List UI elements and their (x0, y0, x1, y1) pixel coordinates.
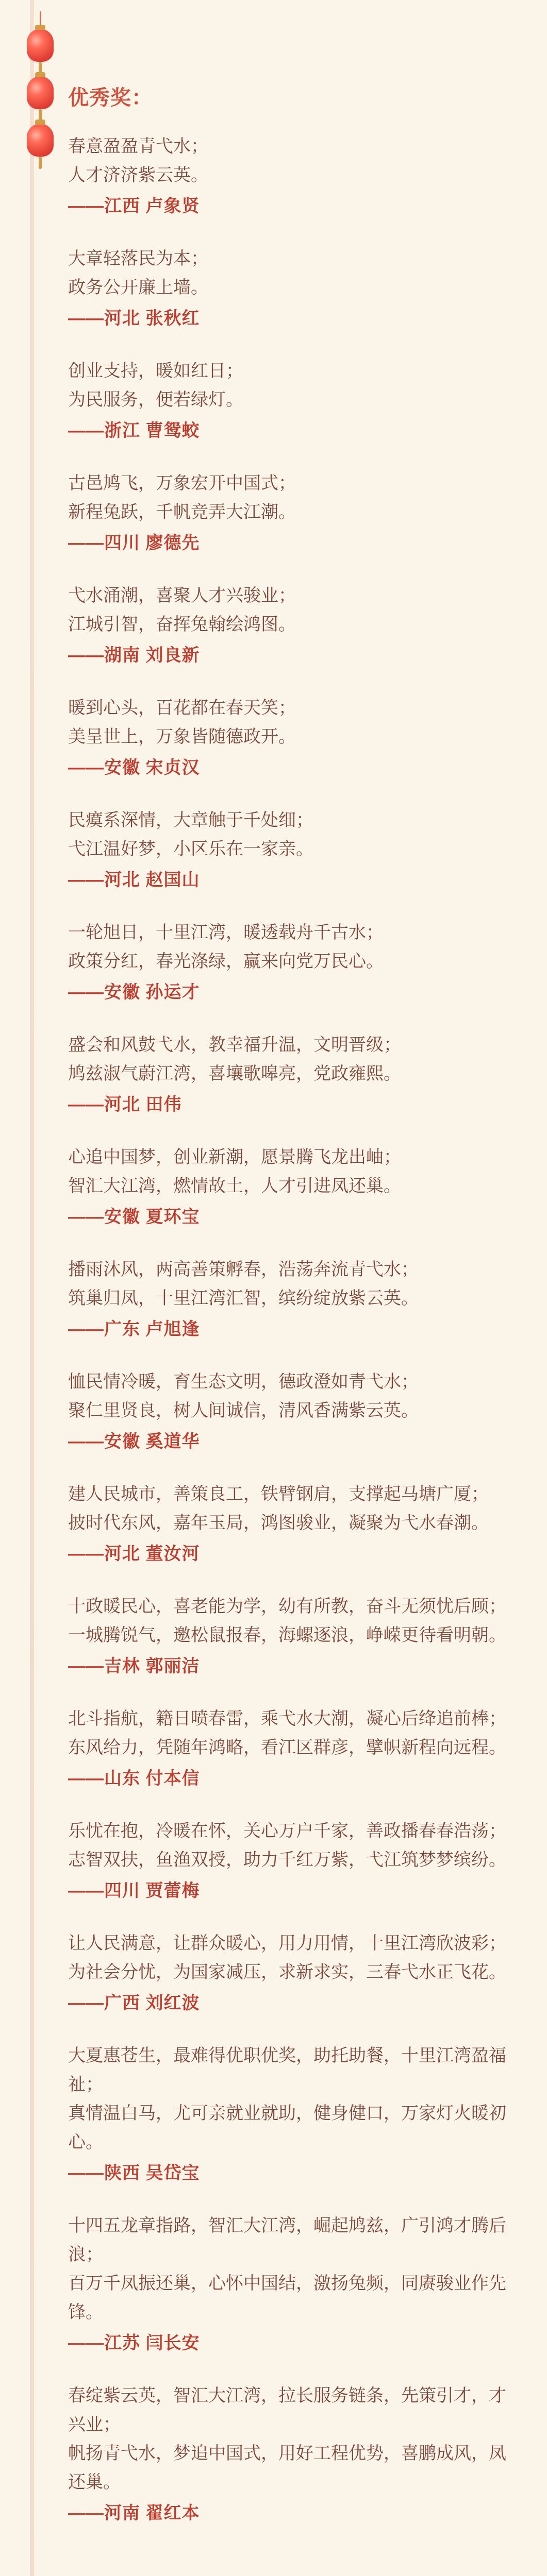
poem-author: ——安徽 奚道华 (68, 1432, 200, 1451)
poem-entry (68, 1480, 519, 1567)
poem-text: 北斗指航，籍日喷春雷，乘弋水大潮，凝心后绛追前棒； 东风给力，凭随年鸿略，看江区群彦，擘帜新程向远程。 (68, 1708, 506, 1758)
poem-author: ——安徽 宋贞汉 (68, 758, 200, 777)
poem-entry (68, 1704, 519, 1792)
poem-text: 让人民满意，让群众暖心，用力用情，十里江湾欣波彩； 为社会分忧，为国家减压，求新求实，三春弋水正飞花。 (68, 1933, 506, 1982)
poem-text: 十四五龙章指路，智汇大江湾，崛起鸠兹，广引鸿才腾后浪； 百万千凤振还巢，心怀中国结，激扬兔频，同赓骏业作先锋。 (68, 2215, 506, 2323)
poem-author: ——湖南 刘良新 (68, 646, 200, 665)
poem-entry (68, 2381, 519, 2527)
poem-author: ——河北 田伟 (68, 1095, 182, 1114)
poem-entry (68, 132, 519, 219)
poem-entry (68, 1817, 519, 1904)
poem-author: ——山东 付本信 (68, 1769, 200, 1788)
poem-entry (68, 2211, 519, 2357)
poem-text: 乐忧在抱，冷暖在怀，关心万户千家，善政播春春浩荡； 志智双扶，鱼渔双授，助力千红万紫，弋江筑梦梦缤纷。 (68, 1821, 506, 1870)
poem-entry (68, 693, 519, 781)
poem-text: 心追中国梦，创业新潮，愿景腾飞龙出岫； 智汇大江湾，燃情故土，人才引进凤还巢。 (68, 1147, 401, 1196)
poem-entry (68, 1592, 519, 1680)
poem-text: 建人民城市，善策良工，铁臂钢肩，支撑起马塘广厦； 披时代东风，嘉年玉局，鸿图骏业，凝聚为弋水春潮。 (68, 1484, 489, 1533)
poem-author: ——河北 赵国山 (68, 870, 200, 890)
lantern-decoration (9, 11, 71, 166)
poem-author: ——陕西 吴岱宝 (68, 2163, 200, 2183)
poem-author: ——江苏 闫长安 (68, 2333, 200, 2353)
poem-author: ——安徽 孙运才 (68, 982, 200, 1002)
poem-entry (68, 581, 519, 669)
poem-entry (68, 1255, 519, 1343)
poem-text: 大夏惠苍生，最难得优职优奖，助托助餐，十里江湾盈福祉； 真情温白马，尤可亲就业就助，健身健口，万家灯火暖初心。 (68, 2045, 506, 2153)
poem-text: 民瘼系深情，大章触于千处细； 弋江温好梦，小区乐在一家亲。 (68, 810, 313, 859)
poem-text: 播雨沐风，两高善策孵春，浩荡奔流青弋水； 筑巢归凤，十里江湾汇智，缤纷绽放紫云英。 (68, 1259, 419, 1309)
poem-text: 古邑鸠飞，万象宏开中国式； 新程兔跃，千帆竞弄大江潮。 (68, 473, 296, 522)
poem-text: 盛会和风鼓弋水，教幸福升温，文明晋级； 鸠兹淑气蔚江湾，喜壤歌嗥亮，党政雍熙。 (68, 1035, 401, 1084)
poem-author: ——河北 张秋红 (68, 309, 200, 328)
lantern-icon (27, 124, 54, 157)
poem-text: 十政暖民心，喜老能为学，幼有所教，奋斗无须忧后顾； 一城腾锐气，邀松鼠报春，海螺逐浪，峥嵘更待看明朝。 (68, 1596, 506, 1646)
poem-text: 创业支持，暖如红日； 为民服务，便若绿灯。 (68, 361, 243, 410)
poem-list (68, 83, 519, 2576)
poem-author: ——广东 卢旭逢 (68, 1319, 200, 1339)
poem-author: ——江西 卢象贤 (68, 196, 200, 216)
poem-entry (68, 1929, 519, 2016)
poem-entry (68, 1030, 519, 1118)
poem-text: 暖到心头，百花都在春天笑； 美呈世上，万象皆随德政开。 (68, 698, 296, 747)
poem-author: ——四川 贾蕾梅 (68, 1881, 200, 1901)
poem-author: ——安徽 夏环宝 (68, 1207, 200, 1227)
lantern-icon (27, 29, 54, 62)
poem-text: 恤民情冷暖，育生态文明，德政澄如青弋水； 聚仁里贤良，树人间诚信，清风香满紫云英。 (68, 1371, 419, 1421)
poem-entry (68, 918, 519, 1006)
poem-entry (68, 244, 519, 332)
poem-author: ——吉林 郭丽洁 (68, 1656, 200, 1676)
poem-entry (68, 469, 519, 556)
poem-entry (68, 1367, 519, 1455)
section-title: 优秀奖： (68, 87, 153, 109)
poem-author: ——河南 翟红本 (68, 2503, 200, 2523)
poem-text: 大章轻落民为本； 政务公开廉上墙。 (68, 248, 208, 298)
poem-entry (68, 806, 519, 893)
poem-entry (68, 357, 519, 444)
poem-author: ——河北 董汝河 (68, 1544, 200, 1564)
poem-text: 一轮旭日，十里江湾，暖透载舟千古水； 政策分红，春光涤绿，赢来向党万民心。 (68, 922, 384, 972)
poem-author: ——浙江 曹鸳蛟 (68, 421, 200, 440)
poem-author: ——广西 刘红波 (68, 1993, 200, 2013)
poem-text: 春意盈盈青弋水； 人才济济紫云英。 (68, 136, 208, 185)
poem-entry (68, 2041, 519, 2187)
poem-text: 春绽紫云英，智汇大江湾，拉长服务链条，先策引才，才兴业； 帆扬青弋水，梦追中国式，用好工程优势，喜鹏成风，凤还巢。 (68, 2385, 506, 2493)
poem-text: 弋水涌潮，喜聚人才兴骏业； 江城引智，奋挥兔翰绘鸿图。 (68, 585, 296, 635)
left-border-accent (30, 0, 34, 2576)
poem-entry (68, 1143, 519, 1230)
lantern-icon (27, 76, 54, 109)
poem-author: ——四川 廖德先 (68, 533, 200, 553)
